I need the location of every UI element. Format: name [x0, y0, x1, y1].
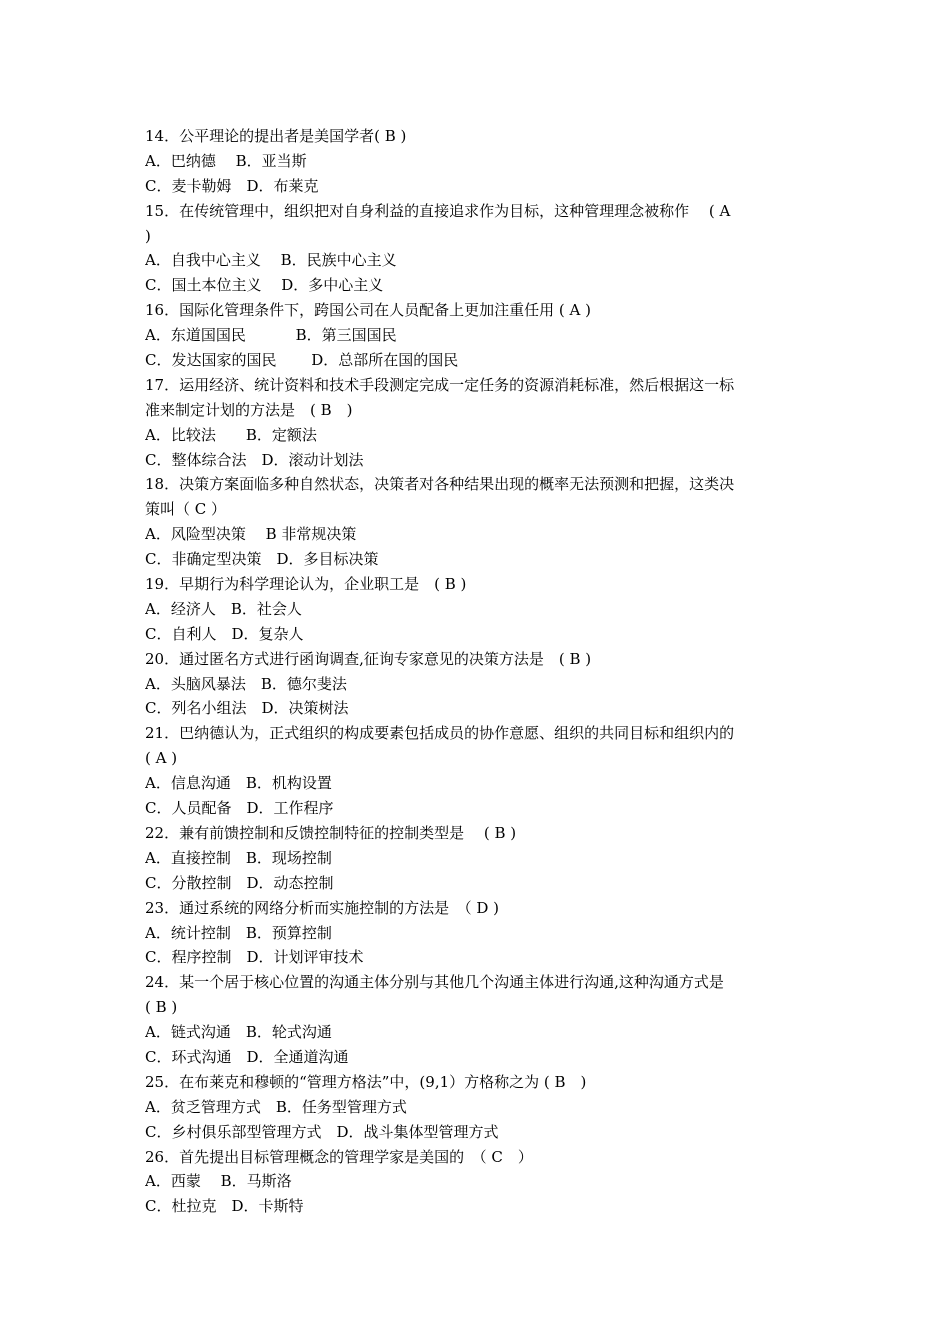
text-line: 23．通过系统的网络分析而实施控制的方法是 （ D ) [145, 898, 500, 917]
text-line: A．直接控制 B．现场控制 [145, 848, 332, 867]
text-line: 26．首先提出目标管理概念的管理学家是美国的 （ C ） [145, 1147, 533, 1166]
text-line: ( A ) [145, 749, 178, 768]
text-line: 策叫（ C ） [145, 500, 227, 519]
text-line: ( B ) [145, 998, 178, 1017]
text-line: C．列名小组法 D．决策树法 [145, 699, 349, 718]
text-line: 16．国际化管理条件下，跨国公司在人员配备上更加注重任用 ( A ) [145, 301, 591, 320]
text-line: C．杜拉克 D．卡斯特 [145, 1197, 304, 1216]
text-line: A．东道国国民 B．第三国国民 [145, 326, 397, 345]
text-line: A．自我中心主义 B．民族中心主义 [145, 251, 397, 270]
text-line: 24．某一个居于核心位置的沟通主体分别与其他几个沟通主体进行沟通,这种沟通方式是 [145, 973, 724, 992]
text-line: 25．在布莱克和穆顿的“管理方格法”中，(9,1）方格称之为 ( B ) [145, 1072, 587, 1091]
text-line: C．整体综合法 D．滚动计划法 [145, 450, 364, 469]
text-line: A．统计控制 B．预算控制 [145, 923, 332, 942]
text-line: C．非确定型决策 D．多目标决策 [145, 550, 379, 569]
text-line: C．分散控制 D．动态控制 [145, 873, 334, 892]
text-line: A．巴纳德 B．亚当斯 [145, 151, 307, 170]
text-line: A．比较法 B．定额法 [145, 425, 317, 444]
text-line: 22．兼有前馈控制和反馈控制特征的控制类型是 ( B ) [145, 823, 517, 842]
text-line: 18．决策方案面临多种自然状态，决策者对各种结果出现的概率无法预测和把握，这类决 [145, 475, 735, 494]
text-line: C．麦卡勒姆 D．布莱克 [145, 176, 319, 195]
text-line: C．发达国家的国民 D．总部所在国的国民 [145, 351, 459, 370]
text-line: 14．公平理论的提出者是美国学者( B ) [145, 127, 407, 145]
text-line: 21．巴纳德认为，正式组织的构成要素包括成员的协作意愿、组织的共同目标和组织内的 [145, 724, 735, 743]
text-line: 准来制定计划的方法是 ( B ) [145, 400, 353, 419]
text-line: A．头脑风暴法 B．德尔斐法 [145, 674, 347, 693]
text-line: A．经济人 B．社会人 [145, 599, 302, 618]
text-line: 15．在传统管理中，组织把对自身利益的直接追求作为目标，这种管理理念被称作 ( A [145, 201, 731, 220]
text-line: C．人员配备 D．工作程序 [145, 799, 334, 818]
text-line: A．信息沟通 B．机构设置 [145, 774, 332, 793]
text-line: 17．运用经济、统计资料和技术手段测定完成一定任务的资源消耗标准，然后根据这一标 [145, 375, 735, 394]
text-line: 20．通过匿名方式进行函询调查,征询专家意见的决策方法是 ( B ) [145, 649, 592, 668]
text-line: C．环式沟通 D．全通道沟通 [145, 1047, 349, 1066]
question-list [145, 124, 810, 1219]
text-line: ) [145, 226, 151, 245]
text-line: A．风险型决策 B 非常规决策 [145, 525, 357, 544]
text-line: A．西蒙 B．马斯洛 [145, 1172, 292, 1191]
text-line: A．贫乏管理方式 B．任务型管理方式 [145, 1097, 407, 1116]
text-line: C．自利人 D．复杂人 [145, 624, 304, 643]
text-line: A．链式沟通 B．轮式沟通 [145, 1023, 332, 1042]
text-line: C．程序控制 D．计划评审技术 [145, 948, 364, 967]
text-line: C．乡村俱乐部型管理方式 D．战斗集体型管理方式 [145, 1122, 499, 1141]
text-line: C．国土本位主义 D．多中心主义 [145, 276, 384, 295]
text-line: 19．早期行为科学理论认为，企业职工是 ( B ) [145, 575, 467, 594]
